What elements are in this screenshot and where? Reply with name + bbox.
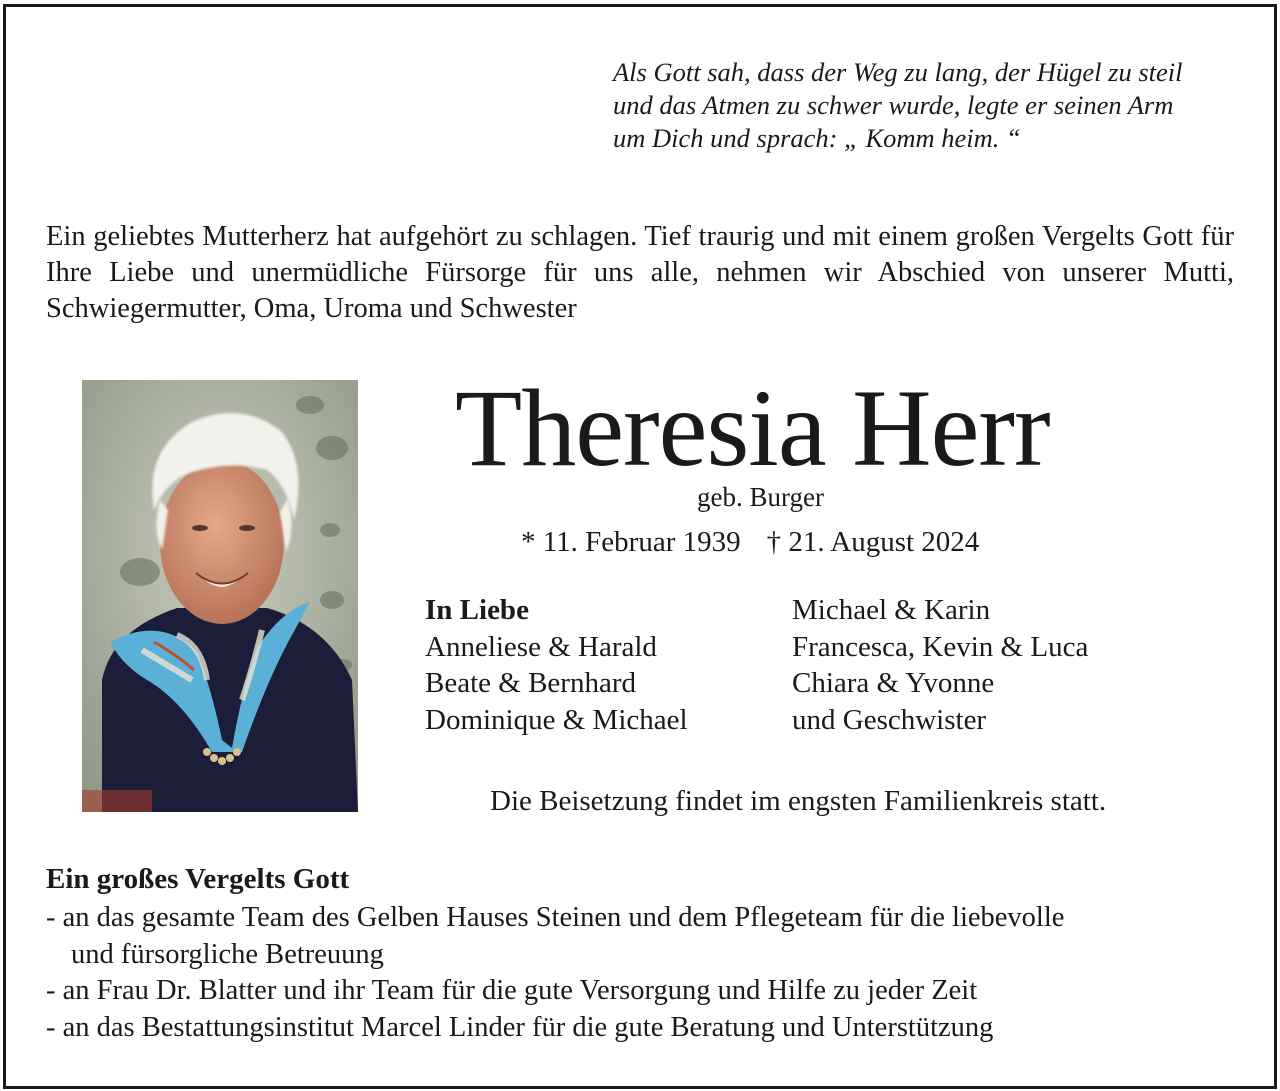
poem-line: und das Atmen zu schwer wurde, legte er seinen Arm (613, 90, 1174, 120)
portrait-image (82, 380, 358, 812)
thanks-item: - an das gesamte Team des Gelben Hauses Steinen und dem Pflegeteam für die liebevolle (46, 902, 1065, 933)
burial-note: Die Beisetzung findet im engsten Familienkreis statt. (490, 785, 1107, 817)
death-date: † 21. August 2024 (766, 526, 980, 558)
mourners-right-column (792, 592, 1088, 739)
maiden-name: geb. Burger (697, 482, 824, 512)
portrait-photo (82, 380, 358, 812)
mourner-entry: Michael & Karin (792, 594, 991, 626)
thanks-list (46, 900, 1236, 1046)
intro-text: Ein geliebtes Mutterherz hat aufgehört zu schlagen. Tief traurig und mit einem großen Vergelts Gott für Ihre Liebe und unermüdliche Fürsorge für uns alle, nehmen wir Abschied von unserer Mutti, Schwiegermutter, Oma, Uroma und Schwester (46, 221, 1234, 324)
mourner-entry: Beate & Bernhard (425, 667, 636, 700)
mourner-entry: Anneliese & Harald (425, 630, 657, 663)
deceased-name: Theresia Herr (455, 367, 1050, 489)
mourners-left-column (425, 592, 688, 739)
birth-date: * 11. Februar 1939 (521, 526, 741, 558)
thanks-item: - an das Bestattungsinstitut Marcel Linder für die gute Beratung und Unterstützung (46, 1011, 994, 1043)
mourner-entry: und Geschwister (792, 704, 987, 737)
life-dates (521, 525, 979, 559)
poem-line: um Dich und sprach: „ Komm heim. “ (613, 123, 1021, 153)
poem-line: Als Gott sah, dass der Weg zu lang, der Hügel zu steil (613, 57, 1183, 87)
mourner-entry: Francesca, Kevin & Luca (792, 630, 1089, 663)
poem (613, 56, 1253, 155)
thanks-item: und fürsorgliche Betreuung (71, 938, 384, 970)
mourner-entry: Chiara & Yvonne (792, 667, 995, 700)
thanks-item: - an Frau Dr. Blatter und ihr Team für die gute Versorgung und Hilfe zu jeder Zeit (46, 975, 978, 1007)
thanks-title: Ein großes Vergelts Gott (46, 863, 350, 895)
mourners-heading: In Liebe (425, 594, 529, 626)
mourner-entry: Dominique & Michael (425, 704, 688, 737)
